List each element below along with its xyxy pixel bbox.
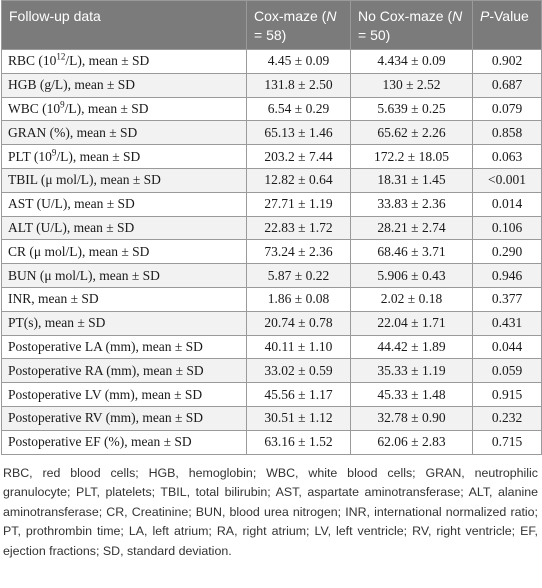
row-label: RBC $(10^{12}/L)$, mean ± SD xyxy=(2,50,247,74)
table-row xyxy=(2,430,542,454)
cox-maze-value: 30.51 ± 1.12 xyxy=(247,406,351,430)
row-label: TBIL (μ mol/L), mean ± SD xyxy=(2,168,247,192)
cox-maze-value: 203.2 ± 7.44 xyxy=(247,145,351,169)
header-cox-maze: Cox-maze (N = 58) xyxy=(247,1,351,50)
follow-up-table xyxy=(1,0,542,455)
no-cox-maze-value: 45.33 ± 1.48 xyxy=(351,383,473,407)
no-cox-maze-value: 130 ± 2.52 xyxy=(351,73,473,97)
cox-maze-value: 12.82 ± 0.64 xyxy=(247,168,351,192)
cox-maze-value: 33.02 ± 0.59 xyxy=(247,359,351,383)
no-cox-maze-value: 5.639 ± 0.25 xyxy=(351,97,473,121)
table-row xyxy=(2,264,542,288)
no-cox-maze-value: 65.62 ± 2.26 xyxy=(351,121,473,145)
p-value: 0.044 xyxy=(473,335,542,359)
no-cox-maze-value: 5.906 ± 0.43 xyxy=(351,264,473,288)
p-value: 0.232 xyxy=(473,406,542,430)
table-row xyxy=(2,145,542,169)
p-value: 0.106 xyxy=(473,216,542,240)
cox-maze-value: 4.45 ± 0.09 xyxy=(247,50,351,74)
cox-maze-value: 1.86 ± 0.08 xyxy=(247,287,351,311)
row-label: PLT $(10^9/L)$, mean ± SD xyxy=(2,145,247,169)
row-label: AST (U/L), mean ± SD xyxy=(2,192,247,216)
no-cox-maze-value: 62.06 ± 2.83 xyxy=(351,430,473,454)
cox-maze-value: 6.54 ± 0.29 xyxy=(247,97,351,121)
row-label: HGB (g/L), mean ± SD xyxy=(2,73,247,97)
cox-maze-value: 73.24 ± 2.36 xyxy=(247,240,351,264)
row-label: WBC $(10^9/L)$, mean ± SD xyxy=(2,97,247,121)
p-value: 0.290 xyxy=(473,240,542,264)
p-value: 0.063 xyxy=(473,145,542,169)
row-label: INR, mean ± SD xyxy=(2,287,247,311)
p-value: 0.715 xyxy=(473,430,542,454)
cox-maze-value: 22.83 ± 1.72 xyxy=(247,216,351,240)
row-label: PT(s), mean ± SD xyxy=(2,311,247,335)
table-row xyxy=(2,121,542,145)
header-p-value: P-Value xyxy=(473,1,542,50)
no-cox-maze-value: 68.46 ± 3.71 xyxy=(351,240,473,264)
table-row xyxy=(2,168,542,192)
header-follow-up-data: Follow-up data xyxy=(2,1,247,50)
row-label: BUN (μ mol/L), mean ± SD xyxy=(2,264,247,288)
no-cox-maze-value: 35.33 ± 1.19 xyxy=(351,359,473,383)
table-row xyxy=(2,311,542,335)
table-row xyxy=(2,383,542,407)
table-row xyxy=(2,97,542,121)
no-cox-maze-value: 44.42 ± 1.89 xyxy=(351,335,473,359)
no-cox-maze-value: 172.2 ± 18.05 xyxy=(351,145,473,169)
row-label: Postoperative LV (mm), mean ± SD xyxy=(2,383,247,407)
table-row xyxy=(2,50,542,74)
cox-maze-value: 63.16 ± 1.52 xyxy=(247,430,351,454)
p-value: 0.902 xyxy=(473,50,542,74)
p-value: <0.001 xyxy=(473,168,542,192)
no-cox-maze-value: 28.21 ± 2.74 xyxy=(351,216,473,240)
no-cox-maze-value: 2.02 ± 0.18 xyxy=(351,287,473,311)
table-row xyxy=(2,359,542,383)
no-cox-maze-value: 32.78 ± 0.90 xyxy=(351,406,473,430)
p-value: 0.079 xyxy=(473,97,542,121)
p-value: 0.377 xyxy=(473,287,542,311)
cox-maze-value: 40.11 ± 1.10 xyxy=(247,335,351,359)
p-value: 0.858 xyxy=(473,121,542,145)
no-cox-maze-value: 4.434 ± 0.09 xyxy=(351,50,473,74)
row-label: ALT (U/L), mean ± SD xyxy=(2,216,247,240)
table-row xyxy=(2,406,542,430)
row-label: GRAN (%), mean ± SD xyxy=(2,121,247,145)
table-row xyxy=(2,216,542,240)
p-value: 0.946 xyxy=(473,264,542,288)
cox-maze-value: 5.87 ± 0.22 xyxy=(247,264,351,288)
cox-maze-value: 65.13 ± 1.46 xyxy=(247,121,351,145)
row-label: CR (μ mol/L), mean ± SD xyxy=(2,240,247,264)
table-row xyxy=(2,335,542,359)
row-label: Postoperative LA (mm), mean ± SD xyxy=(2,335,247,359)
cox-maze-value: 131.8 ± 2.50 xyxy=(247,73,351,97)
no-cox-maze-value: 18.31 ± 1.45 xyxy=(351,168,473,192)
p-value: 0.059 xyxy=(473,359,542,383)
no-cox-maze-value: 33.83 ± 2.36 xyxy=(351,192,473,216)
no-cox-maze-value: 22.04 ± 1.71 xyxy=(351,311,473,335)
document xyxy=(1,0,541,561)
row-label: Postoperative RV (mm), mean ± SD xyxy=(2,406,247,430)
table-row xyxy=(2,240,542,264)
table-row xyxy=(2,287,542,311)
p-value: 0.915 xyxy=(473,383,542,407)
p-value: 0.431 xyxy=(473,311,542,335)
cox-maze-value: 27.71 ± 1.19 xyxy=(247,192,351,216)
row-label: Postoperative EF (%), mean ± SD xyxy=(2,430,247,454)
p-value: 0.687 xyxy=(473,73,542,97)
table-footnote: RBC, red blood cells; HGB, hemoglobin; WBC, white blood cells; GRAN, neutrophilic granulocyte; PLT, platelets; TBIL, total bilirubin; AST, aspartate aminotransferase; ALT, alanine aminotransferase; CR, Creatinine; BUN, blood urea nitrogen; INR, international normalized ratio; PT, prothrombin time; LA, left atrium; RA, right atrium; LV, left ventricle; RV, right ventricle; EF, ejection fractions; SD, standard deviation. xyxy=(3,465,538,558)
p-value: 0.014 xyxy=(473,192,542,216)
table-row xyxy=(2,192,542,216)
table-row xyxy=(2,73,542,97)
cox-maze-value: 20.74 ± 0.78 xyxy=(247,311,351,335)
header-no-cox-maze: No Cox-maze (N = 50) xyxy=(351,1,473,50)
table-header-row xyxy=(2,1,542,50)
row-label: Postoperative RA (mm), mean ± SD xyxy=(2,359,247,383)
cox-maze-value: 45.56 ± 1.17 xyxy=(247,383,351,407)
